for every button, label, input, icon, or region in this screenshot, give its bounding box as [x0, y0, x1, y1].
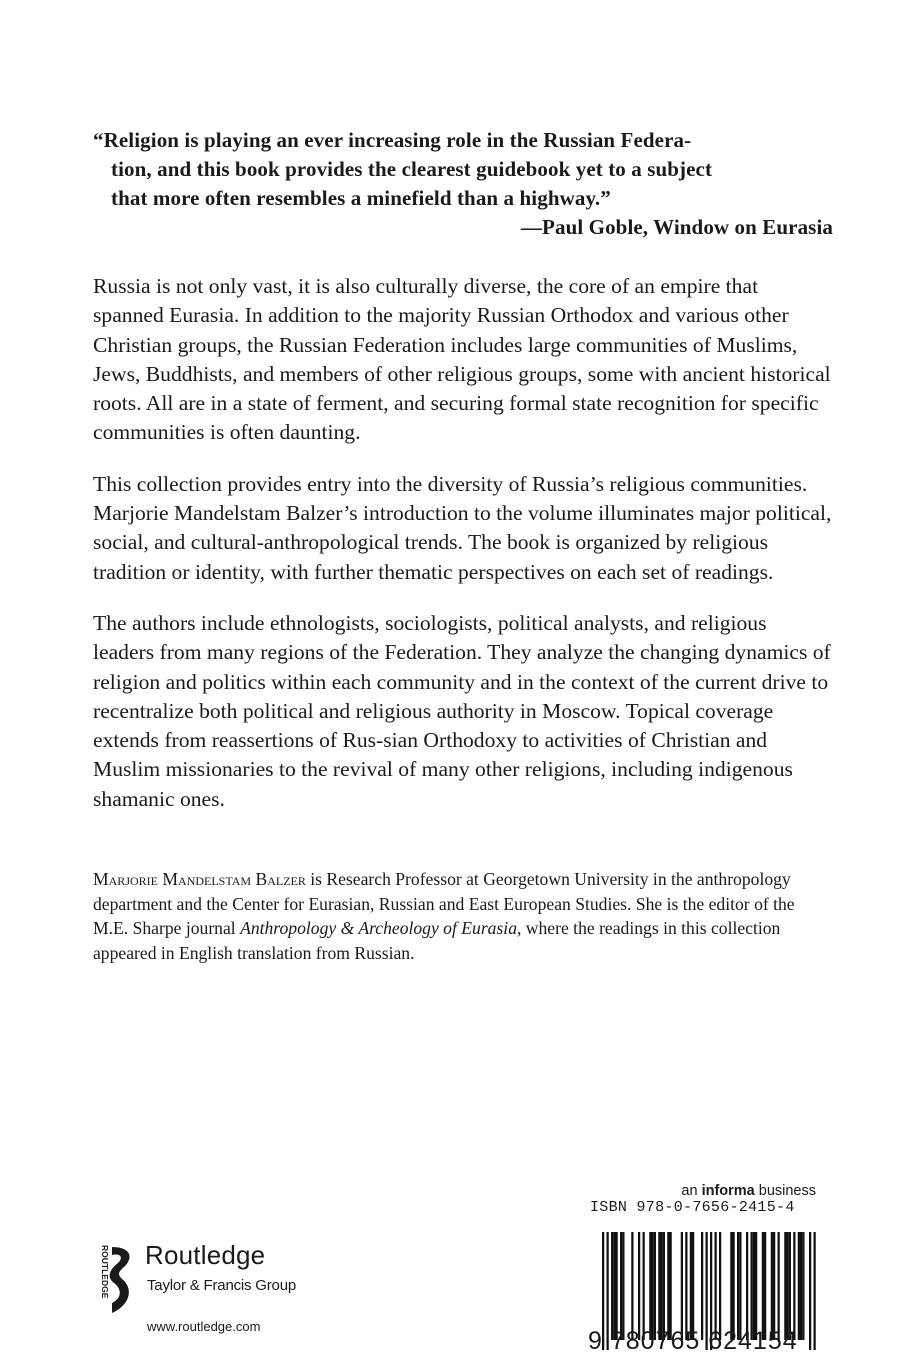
- barcode-bar: [613, 1232, 615, 1340]
- barcode-bar: [715, 1232, 717, 1340]
- informa-bold: informa: [701, 1183, 755, 1199]
- barcode-bar: [793, 1232, 795, 1340]
- barcode-bar: [733, 1232, 735, 1340]
- book-description: [93, 272, 833, 836]
- barcode-bar: [692, 1232, 694, 1340]
- quote-attribution: —Paul Goble, Window on Eurasia: [520, 215, 833, 239]
- bio-text-2: , where the readings in this collection appeared in English translation from Russian.: [93, 918, 781, 963]
- description-paragraph-3: The authors include ethnologists, sociologists, political analysts, and religious leaders from many regions of the Federation. They analyze the changing dynamics of religion and politics within each community and in the context of the current drive to recentralize both political and religious authority in Moscow. Topical coverage extends from reassertions of Rus-sian Orthodoxy to activities of Christian and Muslim missionaries to the revival of many other religions, including indigenous shamanic ones.: [93, 610, 831, 811]
- publisher-group: Taylor & Francis Group: [147, 1277, 296, 1294]
- quote-line-3: that more often resembles a minefield than a highway.”: [111, 186, 611, 210]
- publisher-url[interactable]: www.routledge.com: [147, 1319, 261, 1334]
- barcode-bar: [685, 1232, 687, 1340]
- barcode-bar: [802, 1232, 804, 1340]
- description-paragraph-2: This collection provides entry into the diversity of Russia’s religious communities. Marjorie Mandelstam Balzer’s introduction to the volume illuminates major political, social, and cultural-anthropological trends. The book is organized by religious tradition or identity, with further thematic perspectives on each set of readings.: [93, 471, 832, 584]
- barcode-bar: [778, 1232, 780, 1340]
- barcode-bar: [739, 1232, 741, 1340]
- barcode-bar: [751, 1232, 753, 1340]
- endorsement-quote: [93, 126, 833, 242]
- publisher-block: [92, 1233, 372, 1353]
- barcode-bar: [670, 1232, 672, 1340]
- barcode-digits: 9 780765 624154: [588, 1327, 798, 1355]
- barcode-bar: [652, 1232, 654, 1340]
- quote-line-2: tion, and this book provides the clearest guidebook yet to a subject: [111, 157, 713, 181]
- barcode-bar: [771, 1232, 773, 1340]
- quote-line-1: “Religion is playing an ever increasing role in the Russian Federa-: [93, 128, 692, 152]
- barcode-bar: [800, 1232, 802, 1340]
- barcode-bar: [620, 1232, 622, 1340]
- informa-tagline: [580, 1183, 816, 1199]
- barcode-bar: [681, 1232, 683, 1340]
- barcode-bar: [753, 1232, 755, 1340]
- barcode-bar: [616, 1232, 618, 1340]
- barcode-bar: [658, 1232, 660, 1340]
- routledge-logo-icon: [92, 1243, 140, 1315]
- barcode-bar: [667, 1232, 669, 1340]
- barcode-bar: [701, 1232, 703, 1340]
- publisher-name: Routledge: [145, 1240, 266, 1270]
- barcode-bar: [773, 1232, 775, 1340]
- barcode-bar: [730, 1232, 732, 1340]
- barcode-bar: [719, 1232, 721, 1340]
- barcode-bar: [789, 1232, 791, 1340]
- informa-prefix: an: [681, 1183, 702, 1199]
- isbn-label: ISBN 978-0-7656-2415-4: [590, 1199, 795, 1216]
- bio-text-1: is Research Professor at Georgetown University in the anthropology department and the Center for Eurasian, Russian and East European Studies. She is the editor of the M.E. Sharpe journal: [93, 869, 795, 938]
- barcode-bar: [661, 1232, 663, 1340]
- barcode-bar: [663, 1232, 665, 1340]
- barcode-bar: [787, 1232, 789, 1340]
- barcode-bar: [764, 1232, 766, 1340]
- barcode-bar: [798, 1232, 800, 1340]
- barcode-bar: [654, 1232, 656, 1340]
- barcode-bar: [784, 1232, 786, 1340]
- author-bio: [93, 867, 833, 965]
- barcode-bar: [649, 1232, 651, 1340]
- routledge-logo-vertical-text: ROUTLEDGE: [100, 1245, 110, 1299]
- barcode-bar: [762, 1232, 764, 1340]
- barcode-bar: [638, 1232, 640, 1340]
- barcode-bar: [690, 1232, 692, 1340]
- journal-title: Anthropology & Archeology of Eurasia: [240, 918, 517, 938]
- barcode-bar: [643, 1232, 645, 1340]
- barcode-bar: [611, 1232, 613, 1340]
- barcode-bar: [755, 1232, 757, 1340]
- informa-suffix: business: [754, 1183, 816, 1199]
- barcode-bar: [631, 1232, 633, 1340]
- description-paragraph-1: Russia is not only vast, it is also culturally diverse, the core of an empire that spanned Eurasia. In addition to the majority Russian Orthodox and various other Christian groups, the Russian Federation includes large communities of Muslims, Jews, Buddhists, and members of other religious groups, some with ancient historical roots. All are in a state of ferment, and securing formal state recognition for specific communities is often daunting.: [93, 274, 831, 445]
- barcode-bar: [746, 1232, 748, 1340]
- barcode-bar: [622, 1232, 624, 1340]
- author-name: Marjorie Mandelstam Balzer: [93, 869, 306, 889]
- barcode-bar: [737, 1232, 739, 1340]
